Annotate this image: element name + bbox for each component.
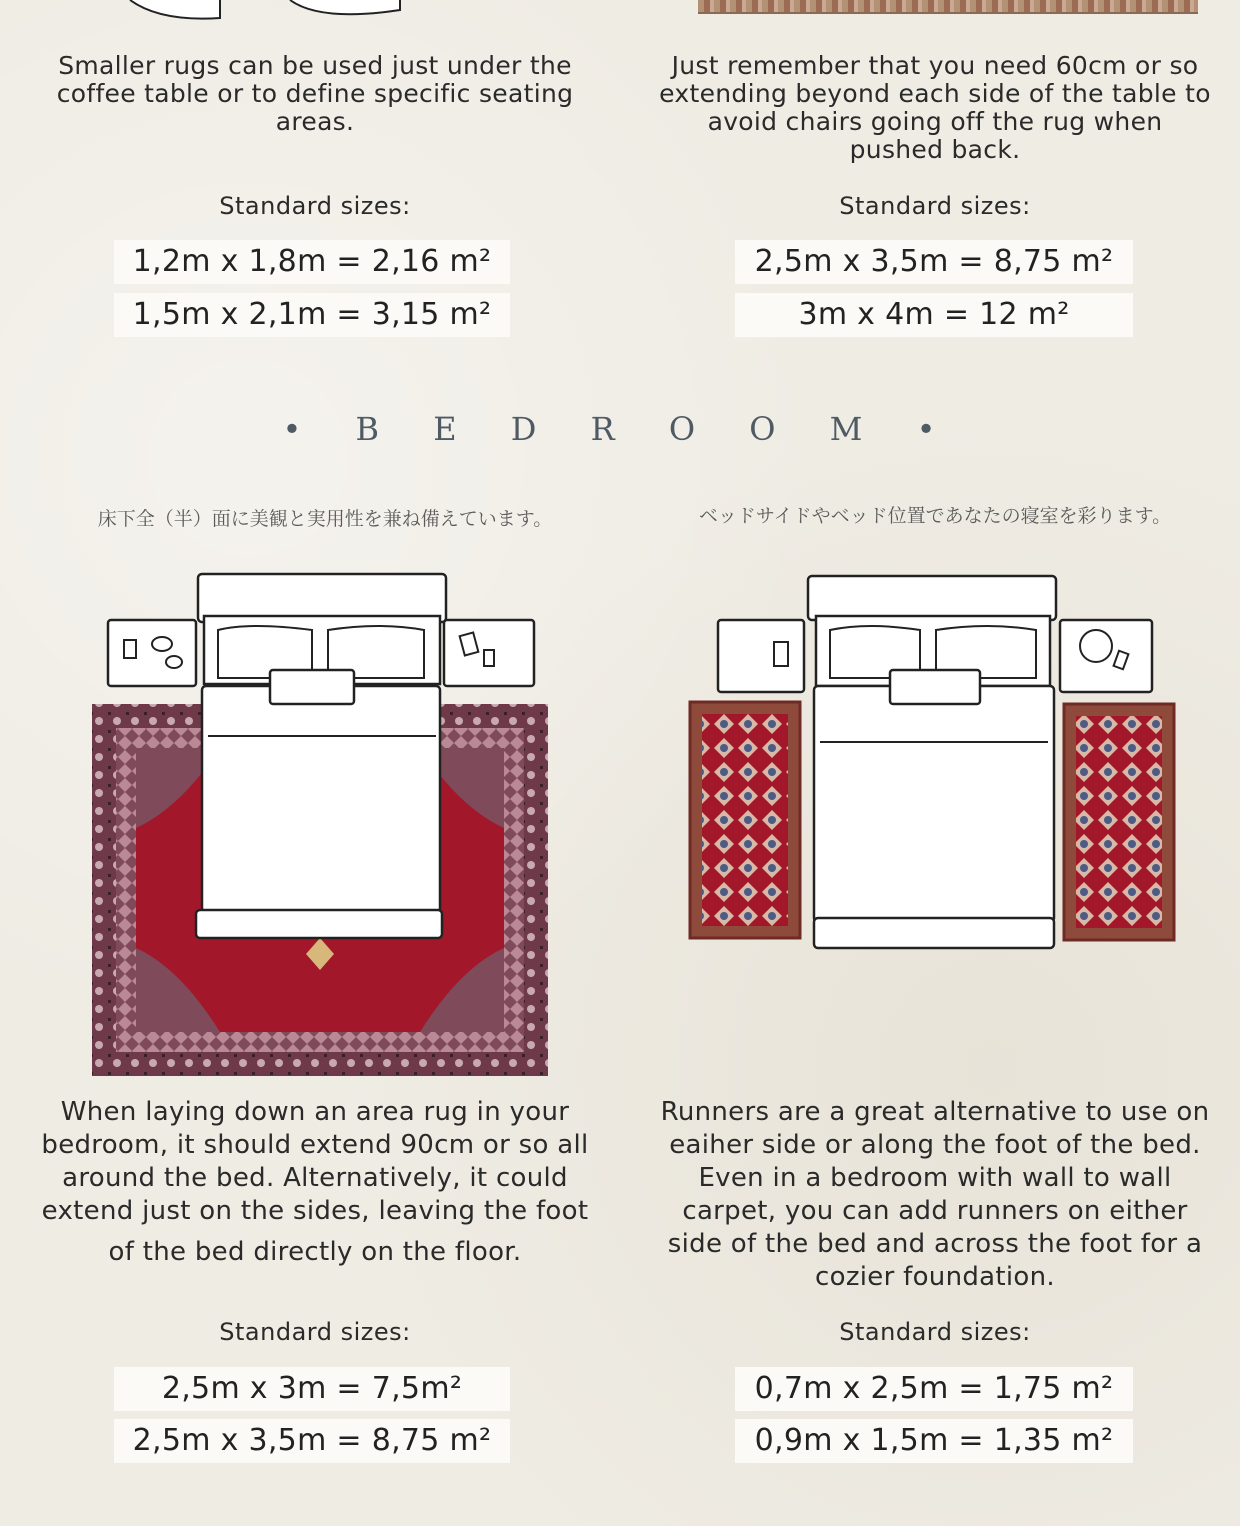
desc-line: extend just on the sides, leaving the foot	[41, 1196, 589, 1226]
desc-line: avoid chairs going off the rug when	[707, 107, 1163, 136]
desc-line: Smaller rugs can be used just under the	[58, 51, 572, 80]
size-row: 2,5m x 3,5m = 8,75 m²	[735, 240, 1133, 284]
bedroom-left-description	[30, 1096, 600, 1269]
nightstand-right	[1060, 620, 1152, 692]
standard-sizes-label: Standard sizes:	[219, 192, 411, 220]
standard-sizes-label: Standard sizes:	[219, 1318, 411, 1346]
runner-rug-right	[1064, 704, 1174, 940]
desc-line: Just remember that you need 60cm or so	[671, 51, 1199, 80]
desc-line: around the bed. Alternatively, it could	[62, 1163, 568, 1193]
section-title-bedroom: • B E D R O O M •	[282, 410, 958, 448]
bedroom-right-description	[650, 1096, 1220, 1294]
size-row: 0,9m x 1,5m = 1,35 m²	[735, 1419, 1133, 1463]
bed-with-area-rug-illustration	[90, 568, 555, 1080]
desc-line: Even in a bedroom with wall to wall	[698, 1163, 1172, 1193]
nightstand-left	[108, 620, 196, 686]
jp-caption-left: 床下全（半）面に美観と実用性を兼ね備えています。	[97, 508, 553, 530]
size-row: 3m x 4m = 12 m²	[735, 293, 1133, 337]
desc-line: side of the bed and across the foot for a	[667, 1229, 1203, 1259]
size-row: 1,2m x 1,8m = 2,16 m²	[114, 240, 510, 284]
living-left-description	[40, 52, 590, 136]
desc-line: Runners are a great alternative to use on	[660, 1097, 1210, 1127]
desc-line: eaiher side or along the foot of the bed.	[669, 1130, 1201, 1160]
dining-rug-edge	[698, 0, 1198, 14]
desc-line: extending beyond each side of the table to	[659, 79, 1211, 108]
bed	[196, 574, 446, 938]
desc-line: carpet, you can add runners on either	[682, 1196, 1188, 1226]
nightstand-right	[444, 620, 534, 686]
living-right-description	[650, 52, 1220, 164]
nightstand-left	[718, 620, 804, 692]
standard-sizes-label: Standard sizes:	[839, 1318, 1031, 1346]
size-row: 2,5m x 3,5m = 8,75 m²	[114, 1419, 510, 1463]
desc-line: coffee table or to define specific seating	[56, 79, 574, 108]
bed-with-runners-illustration	[688, 568, 1180, 952]
size-row: 0,7m x 2,5m = 1,75 m²	[735, 1367, 1133, 1411]
desc-line: areas.	[275, 107, 355, 136]
desc-line: When laying down an area rug in your	[60, 1097, 570, 1127]
desc-line: pushed back.	[849, 135, 1021, 164]
bed	[808, 576, 1056, 948]
runner-rug-left	[690, 702, 800, 938]
desc-line: of the bed directly on the floor.	[108, 1237, 522, 1267]
standard-sizes-label: Standard sizes:	[839, 192, 1031, 220]
size-row: 1,5m x 2,1m = 3,15 m²	[114, 293, 510, 337]
desc-line: bedroom, it should extend 90cm or so all	[41, 1130, 589, 1160]
sofa-illustration-partial	[120, 0, 420, 24]
size-row: 2,5m x 3m = 7,5m²	[114, 1367, 510, 1411]
desc-line: cozier foundation.	[815, 1262, 1055, 1292]
jp-caption-right: ベッドサイドやベッド位置であなたの寝室を彩ります。	[698, 505, 1172, 527]
